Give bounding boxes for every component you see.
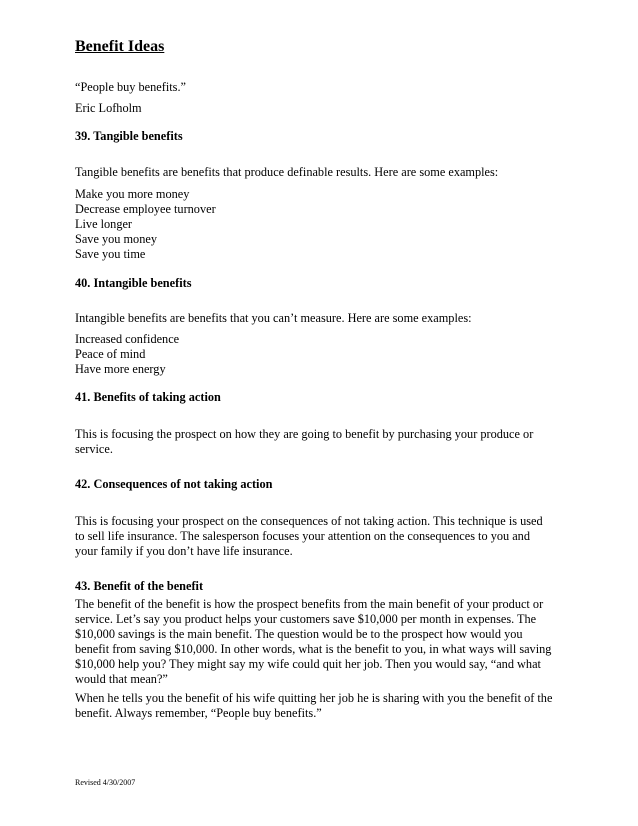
- paragraph-line: $10,000 savings is the main benefit. The question would be to the prospect how would you: [75, 627, 523, 641]
- paragraph-line: The benefit of the benefit is how the prospect benefits from the main benefit of your product or: [75, 597, 544, 611]
- paragraph-line: This is focusing your prospect on the consequences of not taking action. This technique is used: [75, 514, 543, 528]
- document-title: Benefit Ideas: [75, 38, 165, 55]
- section-intro-intangible: Intangible benefits are benefits that you can’t measure. Here are some examples:: [75, 311, 472, 325]
- section-body-taking-action: [75, 427, 585, 457]
- intangible-examples-list: [75, 332, 585, 377]
- paragraph-line: would that mean?”: [75, 672, 168, 686]
- paragraph-line: service. Let’s say you product helps your customers save $10,000 per month in expenses. The: [75, 612, 537, 626]
- list-item: Live longer: [75, 217, 133, 231]
- paragraph-line: your family if you don’t have life insurance.: [75, 544, 293, 558]
- section-heading-tangible: 39. Tangible benefits: [75, 129, 183, 143]
- quote-author: Eric Lofholm: [75, 101, 142, 115]
- paragraph-line: benefit from saving $10,000. In other words, what is the benefit to you, in what ways will saving: [75, 642, 552, 656]
- paragraph-line: to sell life insurance. The salesperson focuses your attention on the consequences to you and: [75, 529, 530, 543]
- section-heading-intangible: 40. Intangible benefits: [75, 276, 192, 290]
- section-body-benefit-of-benefit-2: [75, 691, 585, 721]
- paragraph-line: service.: [75, 442, 113, 456]
- list-item: Decrease employee turnover: [75, 202, 216, 216]
- paragraph-line: This is focusing the prospect on how they are going to benefit by purchasing your produce or: [75, 427, 534, 441]
- section-body-not-taking-action: [75, 514, 585, 559]
- list-item: Save you time: [75, 247, 146, 261]
- section-intro-tangible: Tangible benefits are benefits that produce definable results. Here are some examples:: [75, 165, 499, 179]
- tangible-examples-list: [75, 187, 585, 262]
- list-item: Save you money: [75, 232, 157, 246]
- list-item: Have more energy: [75, 362, 166, 376]
- section-heading-not-taking-action: 42. Consequences of not taking action: [75, 477, 273, 491]
- paragraph-line: $10,000 help you? They might say my wife could quit her job. Then you would say, “and what: [75, 657, 541, 671]
- section-body-benefit-of-benefit-1: [75, 597, 585, 687]
- paragraph-line: benefit. Always remember, “People buy benefits.”: [75, 706, 322, 720]
- section-heading-benefit-of-benefit: 43. Benefit of the benefit: [75, 579, 204, 593]
- paragraph-line: When he tells you the benefit of his wife quitting her job he is sharing with you the benefit of the: [75, 691, 553, 705]
- list-item: Make you more money: [75, 187, 190, 201]
- section-heading-taking-action: 41. Benefits of taking action: [75, 390, 221, 404]
- revision-footer: Revised 4/30/2007: [75, 778, 136, 787]
- list-item: Peace of mind: [75, 347, 146, 361]
- list-item: Increased confidence: [75, 332, 180, 346]
- quote-text: “People buy benefits.”: [75, 80, 186, 94]
